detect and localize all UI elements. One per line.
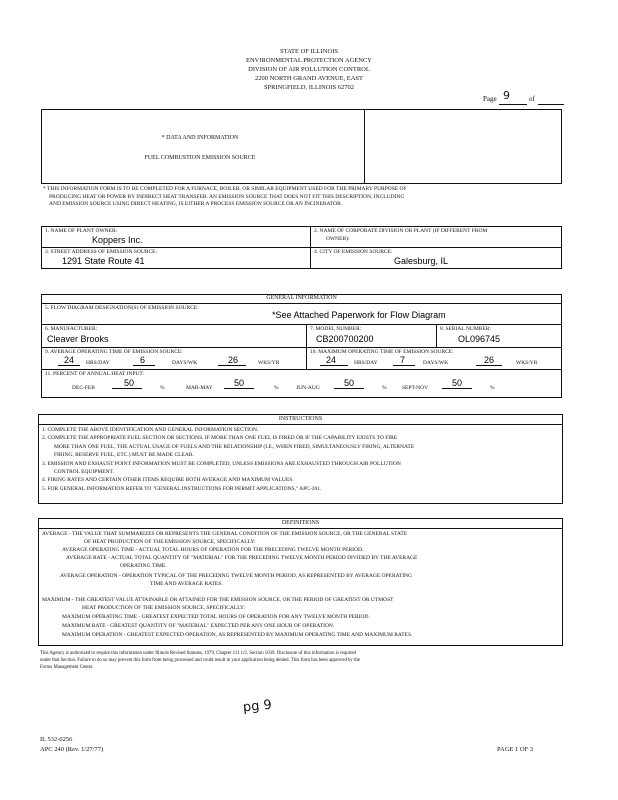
def-average-operating-time: AVERAGE OPERATING TIME - ACTUAL TOTAL HOURS OF OPERATION FOR THE PRECEDING TWELVE MONTH PERIOD. [62, 547, 364, 553]
max-time-label: 10. MAXIMUM OPERATING TIME OF EMISSION SOURCE: [310, 349, 454, 355]
instruction-1: 1. COMPLETE THE ABOVE IDENTIFICATION AND GENERAL INFORMATION SECTION. [42, 427, 259, 433]
header-city: SPRINGFIELD, ILLINOIS 62702 [263, 84, 355, 91]
disclosure-text: This Agency is authorized to require this information under Illinois Revised Statutes, 1979, Chapter 111 1/2, Section 1039. Disclosure of this information is required under that Section. Failure to do so may prevent this form from being processed and could result in your application being denied. This form has been approved by the Forms Management Center. [40, 651, 360, 670]
city-label: 4. CITY OF EMISSION SOURCE: [314, 249, 393, 255]
title-line-1: * DATA AND INFORMATION [161, 135, 239, 141]
model-value: CB200700200 [316, 334, 374, 344]
instruction-5: 5. FOR GENERAL INFORMATION REFER TO "GENERAL INSTRUCTIONS FOR PERMIT APPLICATIONS," APC-201. [42, 485, 322, 492]
avg-wks-value: 26 [228, 355, 239, 365]
division-label: 2. NAME OF CORPORATE DIVISION OR PLANT (IF DIFFERENT FROM [314, 228, 488, 234]
model-label: 7. MODEL NUMBER: [310, 326, 362, 332]
def-average: AVERAGE - THE VALUE THAT SUMMARIZES OR REPRESENTS THE GENERAL CONDITION OF THE EMISSION SOURCE, OR THE GENERAL STATE [42, 531, 408, 537]
max-days-value: 7 [400, 355, 406, 365]
sep-nov-label: SEPT-NOV [402, 385, 429, 391]
serial-label: 8. SERIAL NUMBER: [440, 326, 491, 332]
header-agency: ENVIRONMENTAL PROTECTION AGENCY [246, 57, 372, 64]
page-total: PAGE 1 OF 3 [497, 746, 534, 753]
avg-time-label: 9. AVERAGE OPERATING TIME OF EMISSION SOURCE: [45, 349, 183, 355]
general-heading: GENERAL INFORMATION [266, 295, 337, 301]
definitions-heading: DEFINITIONS [281, 520, 320, 526]
header-address: 2200 NORTH GRAND AVENUE, EAST [254, 75, 363, 82]
serial-value: OL096745 [458, 334, 501, 344]
header-division: DIVISION OF AIR POLLUTION CONTROL [248, 66, 370, 73]
handwritten-page-note: pg 9 [242, 697, 273, 716]
max-days-unit: DAYS/WK [423, 360, 449, 366]
avg-hrs-value: 24 [64, 355, 75, 365]
agency-header [209, 47, 409, 92]
city-value: Galesburg, IL [394, 256, 449, 266]
street-label: 3. STREET ADDRESS OF EMISSION SOURCE: [45, 249, 158, 255]
page-number: 9 [503, 89, 510, 102]
def-maximum-rate: MAXIMUM RATE - GREATEST QUANTITY OF "MATERIAL" EXPECTED PER ANY ONE HOUR OF OPERATION. [62, 623, 335, 629]
instructions-list: 1. COMPLETE THE ABOVE IDENTIFICATION AND GENERAL INFORMATION SECTION. 2. COMPLETE THE APPROPRIATE FUEL SECTION OR SECTIONS. IF MORE THAN ONE FUEL IS FIRED OR IF THE CAPABILITY EXISTS TO FIRE MORE THAN ONE FUEL, THE ACTUAL USAGE OF FUELS AND THE RELATIONSHIP (I.E., WHEN FIRED, SIMULTANEOUSLY FIRING, ALTERNATE FIRING, RESERVE FUEL, ETC.) MUST BE MADE CLEAR. 3. EMISSION AND EXHAUST POINT INFORMATION MUST BE COMPLETED, UNLESS EMISSIONS ARE EXHAUSTED THROUGH AIR POLLUTION CONTROL EQUIPMENT. 4. FIRING RATES AND CERTAIN OTHER ITEMS REQUIRE BOTH AVERAGE AND MAXIMUM VALUES. 5. FOR GENERAL INFORMATION REFER TO "GENERAL INSTRUCTIONS FOR PERMIT APPLICATIONS," APC-201. [42, 427, 415, 492]
form-code: APC 240 (Rev. 1/27/77) [40, 746, 104, 753]
avg-days-unit: DAYS/WK [172, 360, 198, 366]
document-page: STATE OF ILLINOIS ENVIRONMENTAL PROTECTION AGENCY DIVISION OF AIR POLLUTION CONTROL 2200 NORTH GRAND AVENUE, EAST SPRINGFIELD, ILLINOIS 62702 Page 9 of * DATA AND INFORMATION FUEL COMBUSTION EMISSION SOURCE * THIS INFORMATION FORM IS TO BE COMPLETED FOR A FURNACE, BOILER, OR SIMILAR EQUIPMENT USED FOR THE PRIMARY PURPOSE OF PRODUCING HEAT OR POWER BY INDIRECT HEAT TRANSFER. AN EMISSION SOURCE THAT DOES NOT FIT THIS DESCRIPTION, INCLUDING AND EMISSION SOURCE USING DIRECT HEATING, IS EITHER A PROCESS EMISSION SOURCE OR AN INCINERATOR. 1. NAME OF PLANT OWNER: Koppers Inc. 2. NAME OF CORPORATE DIVISION OR PLANT (IF DIFFERENT FROM OWNER): 3. STREET ADDRESS OF EMISSION SOURCE: 1291 State Route 41 4. CITY OF EMISSION SOURCE: Galesburg, IL GENERAL INFORMATION 5. FLOW DIAGRAM DESIGNATION(S) OF EMISSION SOURCE: *See Attached Paperwork for Flow Diagram 6. MANUFACTURER: Cleaver Brooks 7. MODEL NUMBER: CB200700200 8. SERIAL NUMBER: OL096745 9. AVERAGE OPERATING TIME OF EMISSION SOURCE: 24 HRS/DAY 6 DAYS/WK 26 WKS/YR 10. MAXIMUM OPERATING TIME OF EMISSION SOURCE: 24 HRS/DAY 7 DAYS/WK 26 WKS/YR 11. PERCENT OF ANNUAL HEAT INPUT: DEC-FEB 50 % MAR-MAY 50 % JUN-AUG 50 % SEPT-NOV 50 % INSTRUCTIONS 1. COMPLETE THE ABOVE IDENTIFICATION AND GENERAL INFORMATION SECTION. 2. COMPLETE THE APPROPRIATE FUEL SECTION OR SECTIONS. IF MORE THAN ONE FUEL IS FIRED OR IF THE CAPABILITY EXISTS TO FIRE MORE THAN ONE FUEL, THE ACTUAL USAGE OF FUELS AND THE RELATIONSHIP (I.E., WHEN FIRED, SIMULTANEOUSLY FIRING, ALTERNATE FIRING, RESERVE FUEL, ETC.) MUST BE MADE CLEAR. 3. EMISSION AND EXHAUST POINT INFORMATION MUST BE COMPLETED, UNLESS EMISSIONS ARE EXHAUSTED THROUGH AIR POLLUTION CONTROL EQUIPMENT. 4. FIRING RATES AND CERTAIN OTHER ITEMS REQUIRE BOTH AVERAGE AND MAXIMUM VALUES. 5. FOR GENERAL INFORMATION REFER TO "GENERAL INSTRUCTIONS FOR PERMIT APPLICATIONS," APC-201. DEFINITIONS AVERAGE - THE VALUE THAT SUMMARIZES OR REPRESENTS THE GENERAL CONDITION OF THE EMISSION SOURCE, OR THE GENERAL STATE OF HEAT PRODUCTION OF THE EMISSION SOURCE, SPECIFICALLY: AVERAGE OPERATING TIME - ACTUAL TOTAL HOURS OF OPERATION FOR THE PRECEDING TWELVE MONTH PERIOD. AVERAGE RATE - ACTUAL TOTAL QUANTITY OF "MATERIAL" FOR THE PRECEDING TWELVE MONTH PERIOD DIVIDED BY THE AVERAGE OPERATING TIME. AVERAGE OPERATION - OPERATION TYPICAL OF THE PRECEDING TWELVE MONTH PERIOD, AS REPRESENTED BY AVERAGE OPERATING TIME AND AVERAGE RATES. MAXIMUM - THE GREATEST VALUE ATTAINABLE OR ATTAINED FOR THE EMISSION SOURCE, OR THE PERIOD OF GREATEST OR UTMOST HEAT PRODUCTION OF THE EMISSION SOURCE, SPECIFICALLY: MAXIMUM OPERATING TIME - GREATEST EXPECTED TOTAL HOURS OF OPERATION FOR ANY TWELVE MONTH PERIOD. MAXIMUM RATE - GREATEST QUANTITY OF "MATERIAL" EXPECTED PER ANY ONE HOUR OF OPERATION. MAXIMUM OPERATION - GREATEST EXPECTED OPERATION, AS REPRESENTED BY MAXIMUM OPERATING TIME AND MAXIMUM RATES. This Agency is authorized to require this information under Illinois Revised Statutes, 1979, Chapter 111 1/2, Section 1039. Disclosure of this information is required under that Section. Failure to do so may prevent this form from being processed and could result in your application being denied. This form has been approved by the Forms Management Center. pg 9 IL 532-0256 APC 240 (Rev. 1/27/77) PAGE 1 OF 3 [0, 0, 618, 800]
instruction-2: 2. COMPLETE THE APPROPRIATE FUEL SECTION OR SECTIONS. IF MORE THAN ONE FUEL IS FIRED OR IF THE CAPABILITY EXISTS TO FIRE [42, 435, 398, 442]
max-hrs-unit: HRS/DAY [354, 360, 378, 366]
header-state: STATE OF ILLINOIS [280, 48, 338, 55]
dec-feb-label: DEC-FEB [72, 385, 95, 391]
title-box [41, 109, 562, 184]
jun-aug-label: JUN-AUG [296, 385, 320, 391]
def-maximum-operation: MAXIMUM OPERATION - GREATEST EXPECTED OPERATION, AS REPRESENTED BY MAXIMUM OPERATING TIME AND MAXIMUM RATES. [62, 632, 413, 638]
mar-may-label: MAR-MAY [186, 385, 213, 391]
title-line-2: FUEL COMBUSTION EMISSION SOURCE [144, 155, 256, 161]
avg-days-value: 6 [140, 355, 146, 365]
sep-nov-value: 50 [452, 378, 463, 388]
page-of-label: of [529, 95, 535, 103]
manufacturer-label: 6. MANUFACTURER: [45, 326, 98, 332]
heat-input-label: 11. PERCENT OF ANNUAL HEAT INPUT: [45, 371, 145, 377]
instructions-heading: INSTRUCTIONS [278, 416, 323, 422]
form-number: IL 532-0256 [40, 736, 73, 743]
avg-hrs-unit: HRS/DAY [86, 360, 110, 366]
max-wks-unit: WKS/YR [516, 360, 538, 366]
mar-may-pct: % [274, 385, 279, 391]
division-label-b: OWNER): [326, 236, 350, 242]
def-average-operation: AVERAGE OPERATION - OPERATION TYPICAL OF THE PRECEDING TWELVE MONTH PERIOD, AS REPRESENTED BY AVERAGE OPERATING [60, 573, 413, 579]
dec-feb-value: 50 [124, 378, 135, 388]
def-maximum-operating-time: MAXIMUM OPERATING TIME - GREATEST EXPECTED TOTAL HOURS OF OPERATION FOR ANY TWELVE MONTH PERIOD. [62, 614, 370, 620]
jun-aug-value: 50 [344, 378, 355, 388]
def-average-rate: AVERAGE RATE - ACTUAL TOTAL QUANTITY OF "MATERIAL" FOR THE PRECEDING TWELVE MONTH PERIOD DIVIDED BY THE AVERAGE [66, 555, 418, 561]
avg-wks-unit: WKS/YR [258, 360, 280, 366]
form-note: * THIS INFORMATION FORM IS TO BE COMPLETED FOR A FURNACE, BOILER, OR SIMILAR EQUIPMENT USED FOR THE PRIMARY PURPOSE OF PRODUCING HEAT OR POWER BY INDIRECT HEAT TRANSFER. AN EMISSION SOURCE THAT DOES NOT FIT THIS DESCRIPTION, INCLUDING AND EMISSION SOURCE USING DIRECT HEATING, IS EITHER A PROCESS EMISSION SOURCE OR AN INCINERATOR. [43, 186, 407, 207]
instruction-4: 4. FIRING RATES AND CERTAIN OTHER ITEMS REQUIRE BOTH AVERAGE AND MAXIMUM VALUES. [42, 477, 294, 484]
flow-diagram-value: *See Attached Paperwork for Flow Diagram [272, 310, 446, 320]
jun-aug-pct: % [382, 385, 387, 391]
def-maximum: MAXIMUM - THE GREATEST VALUE ATTAINABLE OR ATTAINED FOR THE EMISSION SOURCE, OR THE PERIOD OF GREATEST OR UTMOST [42, 597, 394, 603]
sep-nov-pct: % [490, 385, 495, 391]
mar-may-value: 50 [234, 378, 245, 388]
max-wks-value: 26 [484, 355, 495, 365]
owner-label: 1. NAME OF PLANT OWNER: [45, 228, 118, 234]
dec-feb-pct: % [160, 385, 165, 391]
max-hrs-value: 24 [326, 355, 337, 365]
owner-value: Koppers Inc. [92, 235, 143, 245]
street-value: 1291 State Route 41 [62, 256, 145, 266]
manufacturer-value: Cleaver Brooks [47, 334, 109, 344]
flow-diagram-label: 5. FLOW DIAGRAM DESIGNATION(S) OF EMISSION SOURCE: [45, 305, 199, 311]
page-label: Page [483, 95, 497, 103]
instruction-3: 3. EMISSION AND EXHAUST POINT INFORMATION MUST BE COMPLETED, UNLESS EMISSIONS ARE EXHAUSTED THROUGH AIR POLLUTION [42, 460, 401, 467]
